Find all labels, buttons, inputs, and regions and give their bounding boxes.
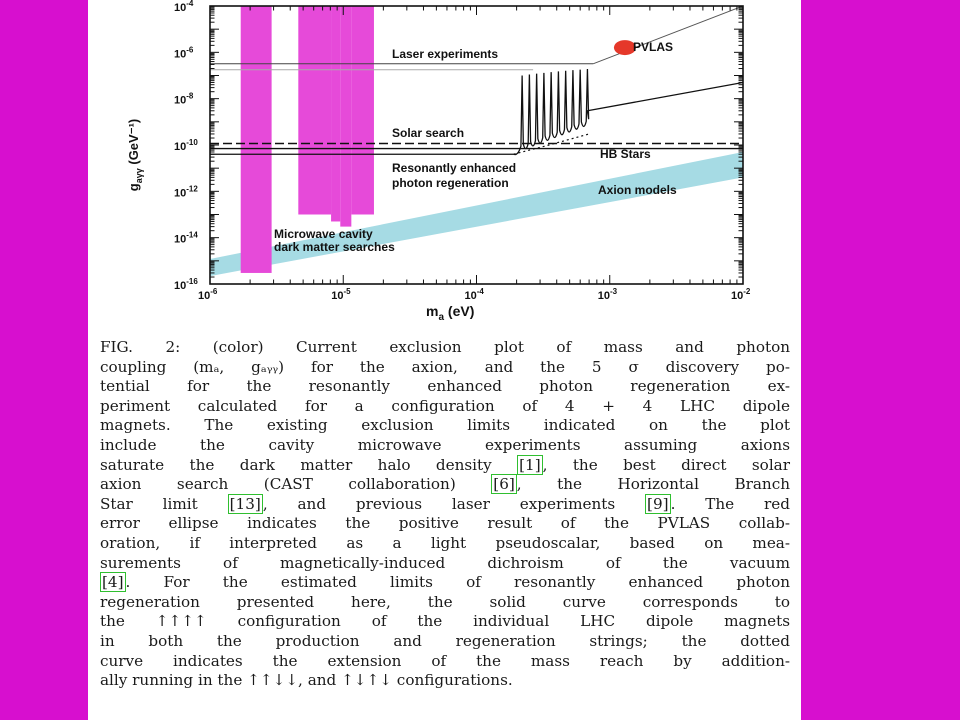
caption-line: in both the production and regeneration strings; the dotted <box>100 631 790 650</box>
microwave-cavity-band <box>298 6 331 215</box>
microwave-cavity-band <box>351 6 374 215</box>
x-tick-label: $10^{-6}$ <box>198 287 218 302</box>
caption-line: include the cavity microwave experiments assuming axions <box>100 435 790 454</box>
x-tick-label: $10^{-4}$ <box>464 287 484 302</box>
annotation-axion-models: Axion models <box>598 183 677 197</box>
caption-line: magnets. The existing exclusion limits indicated on the plot <box>100 416 790 435</box>
caption-line: [4] . For the estimated limits of resonantly enhanced photon <box>102 573 790 592</box>
caption-line: axion search (CAST collaboration) [6] , the Horizontal Branch <box>100 475 790 494</box>
caption-line: error ellipse indicates the positive result of the PVLAS collab- <box>100 514 790 533</box>
annotation-pvlas: PVLAS <box>633 40 674 54</box>
caption-line: coupling (mₐ, gₐᵧᵧ) for the axion, and the 5 σ discovery po- <box>100 357 790 376</box>
citation-link[interactable]: [1] <box>519 455 541 474</box>
caption-line: Star limit [13] , and previous laser experiments [9] . The red <box>100 494 790 513</box>
citation-link[interactable]: [9] <box>647 494 669 513</box>
microwave-cavity-step <box>340 6 351 227</box>
x-tick-label: $10^{-2}$ <box>731 287 751 302</box>
caption-line: surements of magnetically-induced dichroism of the vacuum <box>100 553 790 572</box>
annotation-microwave-1: Microwave cavity <box>274 227 373 241</box>
annotation-hb-stars: HB Stars <box>600 147 651 161</box>
caption-line: curve indicates the extension of the mass reach by addition- <box>100 651 790 670</box>
paper-page <box>88 0 801 720</box>
exclusion-plot <box>88 0 801 335</box>
microwave-cavity-band <box>241 6 272 273</box>
x-tick-label: $10^{-5}$ <box>331 287 351 302</box>
citation-link[interactable]: [13] <box>229 494 261 513</box>
y-tick-label: $10^{-16}$ <box>174 277 198 292</box>
citation-link[interactable]: [4] <box>102 573 124 592</box>
annotation-resonant-2: photon regeneration <box>392 176 509 190</box>
caption-line: periment calculated for a configuration of 4 + 4 LHC dipole <box>100 396 790 415</box>
annotation-microwave-2: dark matter searches <box>274 240 395 254</box>
caption-line: tential for the resonantly enhanced photon regeneration ex- <box>100 377 790 396</box>
y-tick-label: $10^{-12}$ <box>174 184 198 200</box>
y-tick-label: $10^{-14}$ <box>174 230 198 246</box>
caption-line: ally running in the ↑↑↓↓, and ↑↓↑↓ configurations. <box>100 671 513 690</box>
microwave-cavity-step <box>331 6 340 221</box>
annotation-laser: Laser experiments <box>392 47 499 61</box>
y-tick-label: $10^{-6}$ <box>174 45 194 61</box>
annotation-resonant-1: Resonantly enhanced <box>392 161 517 175</box>
caption-line: FIG. 2: (color) Current exclusion plot of mass and photon <box>100 338 790 356</box>
citation-link[interactable]: [6] <box>493 475 515 494</box>
caption-line: regeneration presented here, the solid curve corresponds to <box>100 592 790 611</box>
caption-line: the ↑↑↑↑ configuration of the individual LHC dipole magnets <box>100 612 790 631</box>
y-tick-label: $10^{-8}$ <box>174 91 194 107</box>
y-tick-label: $10^{-4}$ <box>174 0 194 14</box>
y-tick-label: $10^{-10}$ <box>174 138 198 153</box>
y-axis-label: $g_{a\gamma\gamma}$ (GeV⁻¹) <box>126 118 144 192</box>
caption-line: oration, if interpreted as a light pseudoscalar, based on mea- <box>100 533 790 552</box>
x-tick-label: $10^{-3}$ <box>597 287 618 302</box>
figure-caption <box>100 338 790 691</box>
caption-line: saturate the dark matter halo density [1] , the best direct solar <box>100 455 790 474</box>
x-axis-label: $m_a$ (eV) <box>426 303 475 323</box>
annotation-solar: Solar search <box>392 126 465 140</box>
